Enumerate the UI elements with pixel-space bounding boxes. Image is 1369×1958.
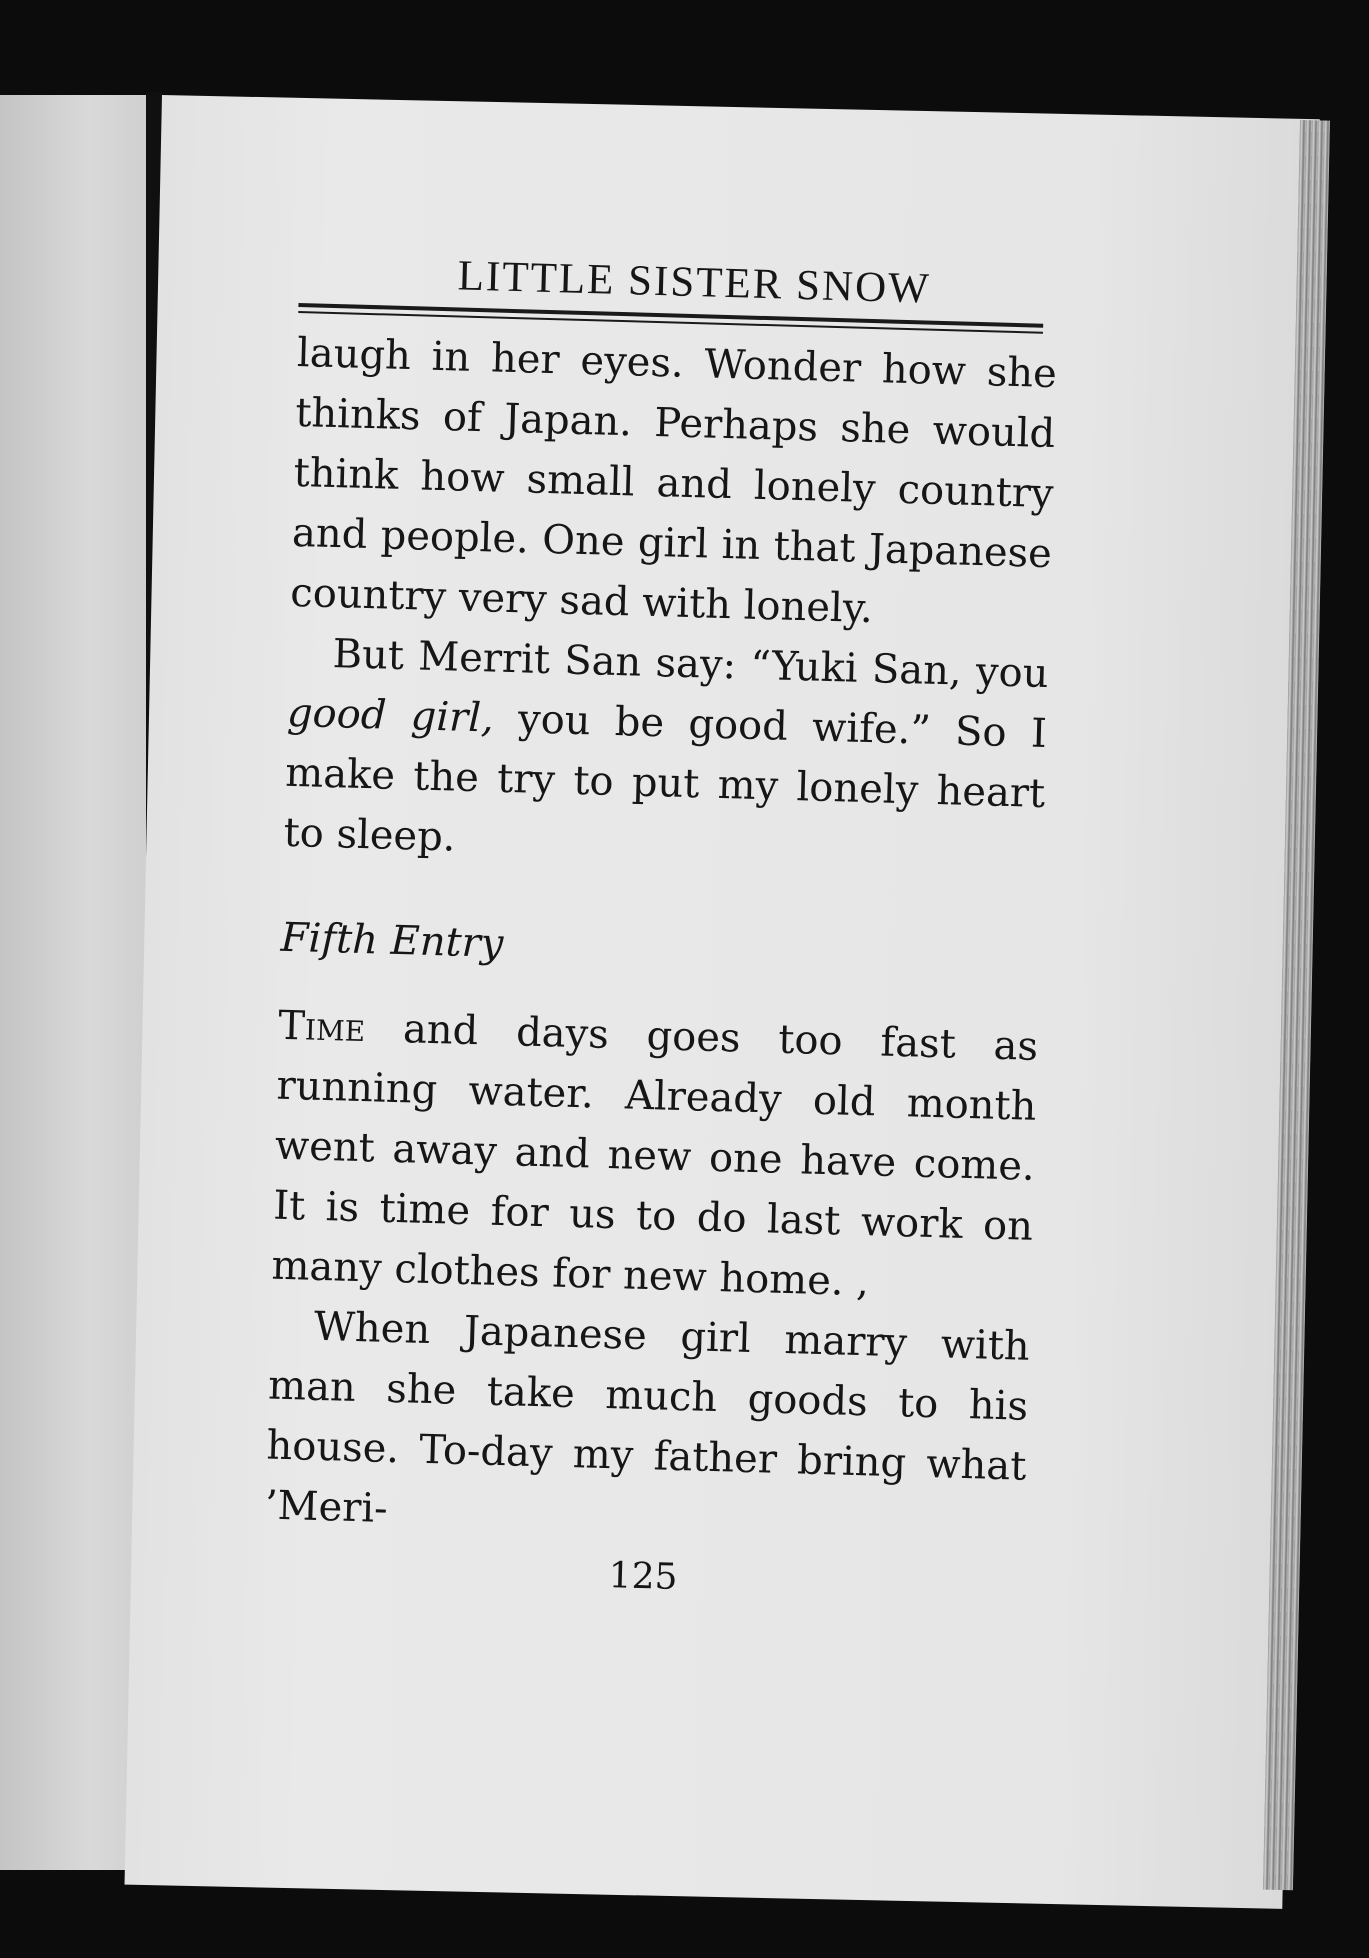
body-text — [264, 323, 1058, 1557]
paragraph-3 — [271, 996, 1039, 1317]
paragraph-3-rest: and days goes too fast as running water. Already old month went away and new one have come. It is time for us to do last work on many clothes for new home. , — [270, 1005, 1039, 1306]
left-page — [0, 95, 150, 1870]
section-title: Fifth Entry — [280, 914, 505, 967]
paragraph-2-end: you be good wife.” So I make the try to put my lonely heart to sleep. — [283, 695, 1048, 861]
running-head: LITTLE SISTER SNOW — [457, 252, 932, 313]
paragraph-1: laugh in her eyes. Wonder how she thinks of Japan. Perhaps she would think how small and lonely country and people. One girl in that Japanese country very sad with lonely. — [289, 329, 1058, 633]
paragraph-2-start: But Merrit San say: “Yuki San, you — [332, 631, 1050, 698]
paragraph-2 — [283, 623, 1049, 884]
page-text-block — [263, 250, 1060, 1608]
paragraph-3-lead: Time — [277, 1002, 366, 1052]
paragraph-4: When Japanese girl marry with man she take much goods to his house. To-day my father bring what ’Meri- — [264, 1303, 1031, 1532]
paragraph-2-emphasis: good girl, — [286, 689, 495, 742]
page-number: 125 — [608, 1555, 679, 1599]
